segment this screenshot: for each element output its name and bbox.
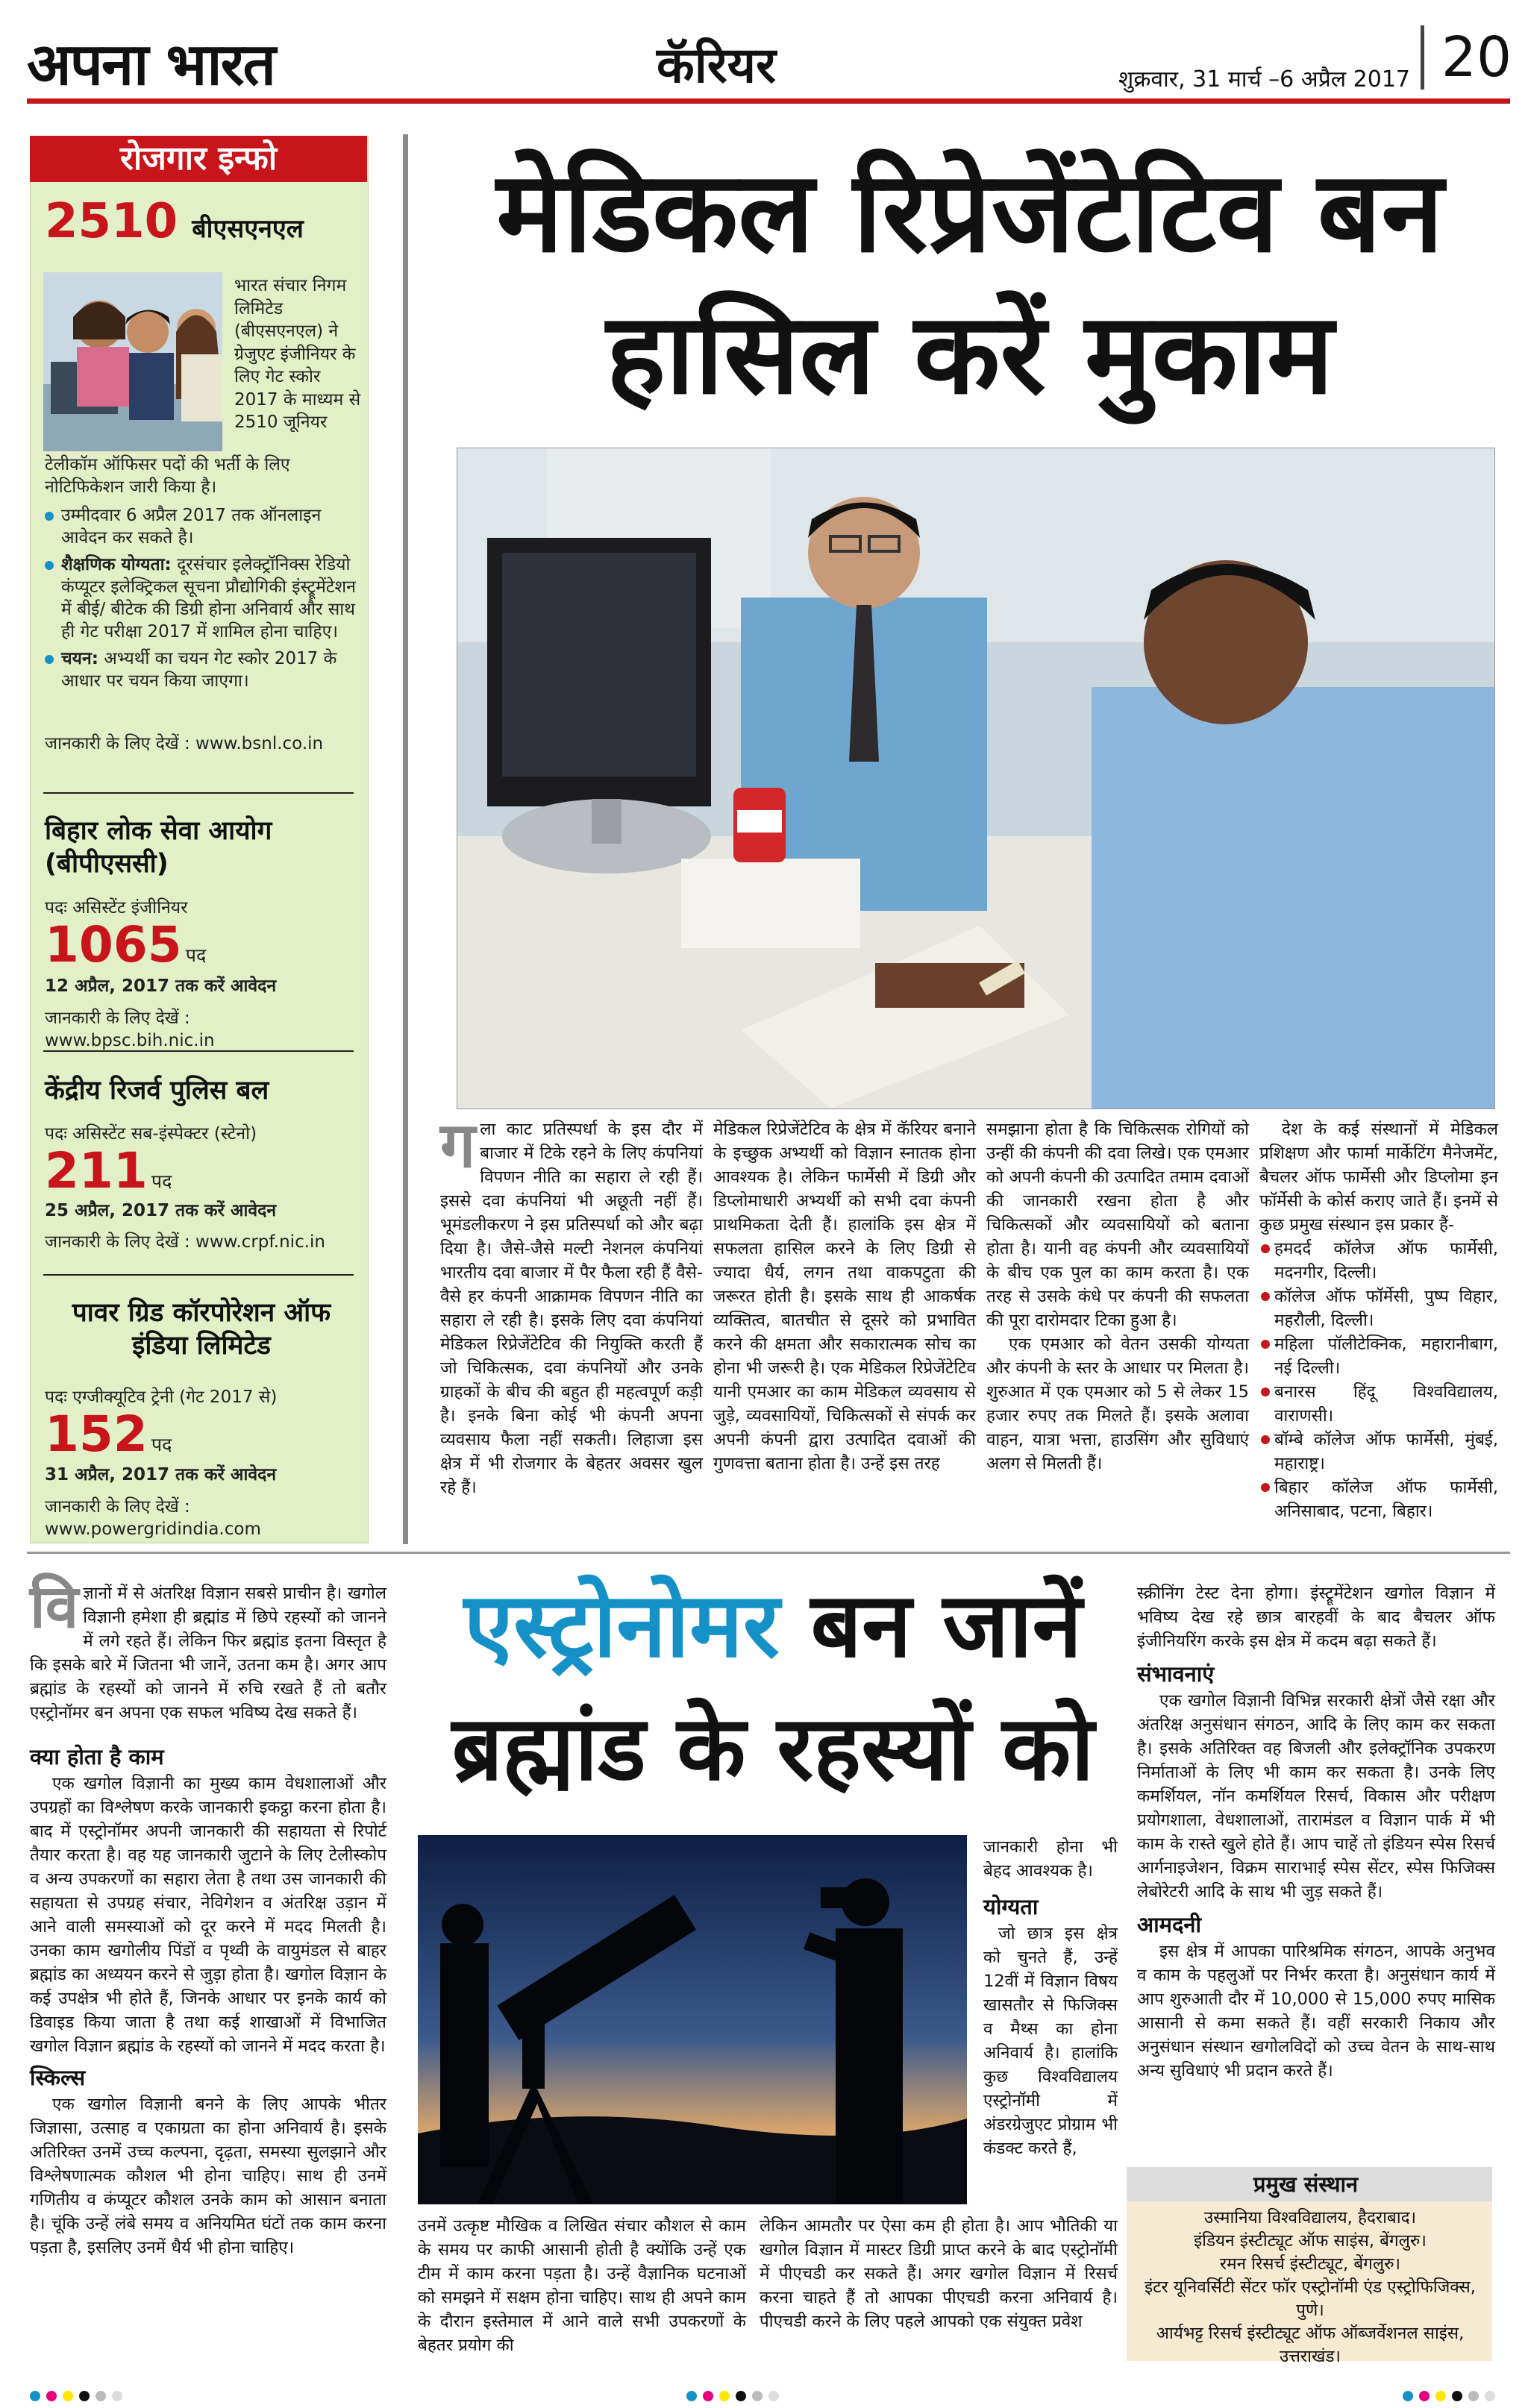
list-item: उस्मानिया विश्वविद्यालय, हैदराबाद। — [1203, 2208, 1417, 2227]
registration-dot — [79, 2391, 90, 2401]
list-item: हमदर्द कॉलेज ऑफ फार्मेसी, मदनगीर, दिल्ली। — [1259, 1237, 1498, 1285]
header-divider — [27, 98, 1510, 104]
bsnl-intro-cont: टेलीकॉम ऑफिसर पदों की भर्ती के लिए नोटिफिकेशन जारी किया है। — [45, 455, 290, 497]
crpf-unit: पद — [151, 1170, 172, 1192]
sidebar-divider — [43, 1050, 354, 1052]
list-item: रमन रिसर्च इंस्टीट्यूट, बेंगलुरु। — [1219, 2254, 1401, 2274]
registration-dot — [768, 2391, 779, 2401]
registration-dot — [1485, 2391, 1495, 2401]
sidebar-divider — [43, 792, 354, 794]
powergrid-unit: पद — [151, 1434, 172, 1455]
masthead-logo: अपना भारत — [27, 31, 275, 98]
powergrid-post: पदः एग्जीक्यूटिव ट्रेनी (गेट 2017 से) — [45, 1388, 278, 1407]
registration-dot — [736, 2391, 746, 2401]
pharma-institutes-list — [1259, 1237, 1498, 1523]
bsnl-intro: भारत संचार निगम लिमिटेड (बीएसएनएल) ने ग्रेजुएट इंजीनियर के लिए गेट स्कोर 2017 के माध्यम से 2510 जूनियर — [234, 276, 361, 432]
article2-right-col: स्क्रीनिंग टेस्ट देना होगा। इंस्ट्रूमेंटेशन खगोल विज्ञान में भविष्य देख रहे छात्र बारहवीं के बाद बैचलर ऑफ इंजीनियरिंग करके इस क्षेत्र में कदम बढ़ा सकते हैं। संभावनाएं एक खगोल विज्ञानी विभिन्न सरकारी क्षेत्रों जैसे रक्षा और अंतरिक्ष अनुसंधान संगठन, आदि के लिए काम कर सकता है। इसके अतिरिक्त वह बिजली और इलेक्ट्रॉनिक उपकरण निर्माताओं के लिए भी काम कर सकता है। उनके लिए कमर्शियल, नॉन कमर्शियल रिसर्च, विकास और परीक्षण प्रयोगशाला, वेधशालाओं, तारामंडल व विज्ञान पार्क में भी काम के रास्ते खुले होते हैं। आप चाहें तो इंडियन स्पेस रिसर्च आर्गनाइजेशन, विक्रम साराभाई स्पेस सेंटर, स्पेस फिजिक्स लेबोरेटरी आदि के साथ भी जुड़ सकते हैं। आमदनी इस क्षेत्र में आपका पारिश्रमिक संगठन, आपके अनुभव व काम के पहलुओं पर निर्भर करता है। अनुसंधान कार्य में आप शुरुआती दौर में 10,000 से 15,000 रुपए मासिक आसानी से कमा सकते हैं। वहीं सरकारी निकाय और अनुसंधान संस्थान खगोलविदों को उच्च वेतन के साथ-साथ अन्य सुविधाएं भी प्रदान करते हैं। — [1137, 1584, 1495, 2081]
list-item: बिहार कॉलेज ऑफ फार्मेसी, अनिसाबाद, पटना, बिहार। — [1259, 1476, 1498, 1523]
bpsc-link[interactable]: जानकारी के लिए देखें : www.bpsc.bih.nic.in — [45, 1009, 215, 1050]
article1-headline-line1: मेडिकल रिप्रेजेंटेटिव बन — [496, 148, 1444, 278]
bsnl-count: 2510 — [45, 194, 178, 249]
registration-dot — [752, 2391, 763, 2401]
registration-dot — [112, 2391, 122, 2401]
crpf-title: केंद्रीय रिजर्व पुलिस बल — [45, 1076, 269, 1106]
list-item: चयन: अभ्यर्थी का चयन गेट स्कोर 2017 के आधार पर चयन किया जाएगा। — [42, 648, 358, 692]
list-item: बॉम्बे कॉलेज ऑफ फार्मेसी, मुंबई, महाराष्ट्र। — [1259, 1428, 1498, 1476]
powergrid-deadline: 31 अप्रैल, 2017 तक करें आवेदन — [45, 1465, 277, 1484]
list-item: बनारस हिंदू विश्वविद्यालय, वाराणसी। — [1259, 1380, 1498, 1428]
registration-dot — [1452, 2391, 1462, 2401]
list-item: इंटर यूनिवर्सिटी सेंटर फॉर एस्ट्रोनॉमी एंड एस्ट्रोफिजिक्स, पुणे। — [1145, 2277, 1476, 2320]
registration-dot — [1468, 2391, 1479, 2401]
powergrid-title: पावर ग्रिड कॉरपोरेशन ऑफ इंडिया लिमिटेड — [72, 1298, 331, 1361]
section-heading: स्किल्स — [30, 2065, 86, 2090]
bpsc-title: बिहार लोक सेवा आयोग (बीपीएससी) — [45, 816, 272, 879]
bsnl-details-list — [42, 504, 358, 697]
section-title: कॅरियर — [657, 37, 777, 94]
article1-col3: समझाना होता है कि चिकित्सक रोगियों को उन्हीं की कंपनी की दवा लिखे। एक एमआर को अपनी कंपनी की उत्पादित तमाम दवाओं की जानकारी रखना होता है और चिकित्सकों और व्यवसायियों को बताना होता है। यानी वह कंपनी और व्यवसायियों के बीच एक पुल का काम करता है। एक तरह से उसके कंधे पर कंपनी की सफलता की पूरा दारोमदार टिका हुआ है। एक एमआर को वेतन उसकी योग्यता और कंपनी के स्तर के आधार पर मिलता है। शुरुआत में एक एमआर को 5 से लेकर 15 हजार रुपए तक मिलते हैं। इसके अलावा वाहन, यात्रा भत्ता, हाउसिंग और सुविधाएं अलग से मिलती हैं। — [986, 1120, 1249, 1473]
bpsc-deadline: 12 अप्रैल, 2017 तक करें आवेदन — [45, 976, 277, 996]
crpf-deadline: 25 अप्रैल, 2017 तक करें आवेदन — [45, 1201, 277, 1220]
list-item: महिला पॉलीटेक्निक, महारानीबाग, नई दिल्ली। — [1259, 1332, 1498, 1380]
bpsc-vacancies — [45, 916, 358, 973]
list-item: उम्मीदवार 6 अप्रैल 2017 तक ऑनलाइन आवेदन कर सकते है। — [42, 504, 358, 549]
article1-col1: गला काट प्रतिस्पर्धा के इस दौर में बाजार में टिके रहने के लिए कंपनियां विपणन नीति का सहारा ले रही हैं। इससे दवा कंपनियां भी अछूती नहीं हैं। भूमंडलीकरण ने इस प्रतिस्पर्धा को और बढ़ा दिया है। जैसे-जैसे मल्टी नेशनल कंपनियां भारतीय दवा बाजार में पैर फैला रही हैं वैसे-वैसे हर कंपनी आक्रामक विपणन नीति का सहारा ले रही है। इसके लिए दवा कंपनियां मेडिकल रिप्रेजेंटेटिव की नियुक्ति करती हैं जो चिकित्सक, दवा कंपनियों और उनके ग्राहकों के बीच की बहुत ही महत्वपूर्ण कड़ी है। इनके बिना कोई भी कंपनी अपना व्यवसाय फैला नहीं सकती। लिहाजा इस क्षेत्र में भी रोजगार के बेहतर अवसर खुल रहे हैं। — [440, 1109, 703, 1497]
registration-dot — [46, 2391, 57, 2401]
article1-headline-line2: हासिल करें मुकाम — [606, 289, 1334, 419]
article2-under-photo-col2: लेकिन आमतौर पर ऐसा कम ही होता है। आप भौतिकी या खगोल विज्ञान में मास्टर डिग्री प्राप्त करने के बाद एस्ट्रोनॉमी में पीएचडी कर सकते हैं। अगर खगोल विज्ञान में रिसर्च करना चाहते हैं तो आपका पीएचडी करना अनिवार्य है। पीएचडी करने के लिए पहले आपको एक संयुक्त प्रवेश — [760, 2216, 1118, 2331]
article2-left-col: क्या होता है काम एक खगोल विज्ञानी का मुख्य काम वेधशालाओं और उपग्रहों का विश्लेषण करके जानकारी इकट्ठा करना होता है। बाद में एस्ट्रोनॉमर अपनी जानकारी की सहायता से रिपोर्ट तैयार करता है। वह यह जानकारी जुटाने के लिए टेलीस्कोप व अन्य उपकरणों का सहारा लेता है तथा उस जानकारी की सहायता से उपग्रह संचार, नेविगेशन व अंतरिक्ष उड़ान में आने वाली समस्याओं को दूर करने में मदद मिलती है। उनका काम खगोलीय पिंडों व पृथ्वी के वायुमंडल से बाहर ब्रह्मांड का अध्ययन करने से जुड़ा होता है। खगोल विज्ञान के कई उपक्षेत्र भी होते हैं, जिनके आधार पर इनके कार्य को डिवाइड किया जाता है तथा कई शाखाओं में विभाजित खगोल विज्ञान ब्रह्मांड के रहस्यों को जानने में मदद करता है। स्किल्स एक खगोल विज्ञानी बनने के लिए आपके भीतर जिज्ञासा, उत्साह व एकाग्रता का होना अनिवार्य है। इसके अतिरिक्त उनमें उच्च कल्पना, दृढ़ता, समस्या सुलझाने और विश्लेषणात्मक कौशल भी होना चाहिए। साथ ही उनमें गणितीय व कंप्यूटर कौशल उनके काम को आसान बनाता है। चूंकि उन्हें लंबे समय व अनियमित घंटों तक काम करना पड़ता है, इसलिए उनमें धैर्य भी होना चाहिए। — [30, 1742, 386, 2260]
registration-dot — [63, 2391, 73, 2401]
section-heading: योग्यता — [983, 1894, 1039, 1919]
registration-dot — [1435, 2391, 1446, 2401]
astronomy-institutes-list — [1131, 2207, 1489, 2368]
sidebar-divider — [43, 1274, 354, 1276]
column-divider — [403, 134, 408, 1544]
registration-dot — [30, 2391, 40, 2401]
dropcap: वि — [30, 1572, 79, 1641]
list-item: शैक्षणिक योग्यता: दूरसंचार इलेक्ट्रॉनिक्स रेडियो कंप्यूटर इलेक्ट्रिकल सूचना प्रौद्योगिकी इंस्ट्रूमेंटेशन में बीई/ बीटेक की डिग्री होना अनिवार्य और साथ ही गेट परीक्षा 2017 में शामिल होना चाहिए। — [42, 554, 358, 643]
page-number: 20 — [1421, 25, 1528, 90]
medical-rep-photo — [457, 448, 1495, 1109]
registration-dot — [1419, 2391, 1430, 2401]
sidebar-title: रोजगार इन्फो — [30, 136, 367, 182]
registration-dot — [1403, 2391, 1413, 2401]
powergrid-vacancies — [45, 1405, 358, 1463]
section-heading: क्या होता है काम — [30, 1744, 164, 1769]
crpf-post: पदः असिस्टेंट सब-इंस्पेक्टर (स्टेनो) — [45, 1124, 257, 1144]
list-item: आर्यभट्ट रिसर्च इंस्टीट्यूट ऑफ ऑब्जर्वेशनल साइंस, उत्तराखंड। — [1156, 2324, 1465, 2366]
crpf-count: 211 — [45, 1142, 148, 1200]
registration-dot — [719, 2391, 730, 2401]
article2-under-photo-col1: उनमें उत्कृष्ट मौखिक व लिखित संचार कौशल से काम के समय पर काफी आसानी होती है क्योंकि उन्हें एक टीम में काम करना पड़ता है। उन्हें वैज्ञानिक घटनाओं को समझने में सक्षम होना चाहिए। साथ ही अपने काम के दौरान इस्तेमाल में आने वाले सभी उपकरणों के बेहतर प्रयोग की — [418, 2216, 746, 2355]
institutes-title: प्रमुख संस्थान — [1127, 2167, 1492, 2201]
section-heading: संभावनाएं — [1137, 1661, 1215, 1687]
article2-intro: विज्ञानों में से अंतरिक्ष विज्ञान सबसे प्राचीन है। खगोल विज्ञानी हमेशा ही ब्रह्मांड में छिपे रहस्यों को जानने में लगे रहते हैं। लेकिन फिर ब्रह्मांड इतना विस्तृत है कि इसके बारे में जितना भी जानें, उतना कम है। अगर आप ब्रह्मांड के रहस्यों को जानने में रुचि रखते हैं तो बतौर एस्ट्रोनॉमर बन अपना एक सफल भविष्य देख सकते हैं। — [30, 1572, 386, 1722]
section-divider — [27, 1552, 1510, 1554]
astronomer-telescope-photo — [418, 1835, 967, 2204]
list-item: कॉलेज ऑफ फॉर्मेसी, पुष्प विहार, महरौली, दिल्ली। — [1259, 1285, 1498, 1332]
bpsc-unit: पद — [185, 944, 207, 966]
powergrid-count: 152 — [45, 1405, 148, 1463]
section-heading: आमदनी — [1137, 1912, 1201, 1937]
registration-dot — [703, 2391, 713, 2401]
crpf-link[interactable]: जानकारी के लिए देखें : www.crpf.nic.in — [45, 1232, 325, 1252]
article2-headline-line1: एस्ट्रोनोमर बन जानें — [463, 1574, 1083, 1678]
registration-dot — [96, 2391, 106, 2401]
dropcap: ग — [440, 1109, 476, 1182]
article2-side-col: जानकारी होना भी बेहद आवश्यक है। योग्यता जो छात्र इस क्षेत्र को चुनते हैं, उन्हें 12वीं में विज्ञान विषय खासतौर से फिजिक्स व मैथ्स का होना अनिवार्य है। हालांकि कुछ विश्वविद्यालय एस्ट्रोनॉमी में अंडरग्रेजुएट प्रोग्राम भी कंडक्ट करते हैं, — [983, 1837, 1118, 2158]
bpsc-count: 1065 — [45, 916, 182, 973]
bpsc-post: पदः असिस्टेंट इंजीनियर — [45, 898, 188, 918]
article1-col2: मेडिकल रिप्रेजेंटेटिव के क्षेत्र में कॅरियर बनाने के इच्छुक अभ्यर्थी को विज्ञान स्नातक होना आवश्यक है। लेकिन फार्मेसी में डिग्री और डिप्लोमाधारी अभ्यर्थी को सभी दवा कंपनी प्राथमिकता देती हैं। हालांकि इस क्षेत्र में सफलता हासिल करने के लिए डिग्री से ज्यादा धैर्य, लगन तथा वाकपटुता की जरूरत होती है। इसके साथ ही आकर्षक व्यक्तित्व, बातचीत से दूसरे को प्रभावित करने की क्षमता और सकारात्मक सोच का होना भी जरूरी है। एक मेडिकल रिप्रेजेंटेटिव यानी एमआर का काम मेडिकल व्यवसाय से जुड़े, व्यवसायियों, चिकित्सकों से संपर्क कर अपनी कंपनी द्वारा उत्पादित दवाओं की गुणवत्ता बताना होता है। उन्हें इस तरह — [713, 1120, 977, 1473]
registration-dot — [686, 2391, 697, 2401]
bsnl-org: बीएसएनएल — [192, 214, 304, 244]
bsnl-link[interactable]: जानकारी के लिए देखें : www.bsnl.co.in — [45, 734, 324, 753]
powergrid-link[interactable]: जानकारी के लिए देखें : www.powergridindia.com — [45, 1497, 261, 1539]
article1-col4: देश के कई संस्थानों में मेडिकल प्रशिक्षण और फार्मा मार्केटिंग मैनेजमेंट, बैचलर ऑफ फार्मेसी और डिप्लोमा इन फॉर्मेसी के कोर्स कराए जाते हैं। इनमें से कुछ प्रमुख संस्थान इस प्रकार हैं- हमदर्द कॉलेज ऑफ फार्मेसी, मदनगीर, दिल्ली। कॉलेज ऑफ फॉर्मेसी, पुष्प विहार, महरौली, दिल्ली। महिला पॉलीटेक्निक, महारानीबाग, नई दिल्ली। बनारस हिंदू विश्वविद्यालय, वाराणसी। बॉम्बे कॉलेज ऑफ फार्मेसी, मुंबई, महाराष्ट्र। बिहार कॉलेज ऑफ फार्मेसी, अनिसाबाद, पटना, बिहार। — [1259, 1117, 1498, 1523]
article2-headline-line2: ब्रह्मांड के रहस्यों को — [451, 1697, 1095, 1801]
dateline: शुक्रवार, 31 मार्च –6 अप्रैल 2017 — [1118, 66, 1410, 93]
bsnl-block — [45, 195, 358, 248]
crpf-vacancies — [45, 1142, 358, 1200]
bsnl-photo — [43, 272, 222, 451]
list-item: इंडियन इंस्टीट्यूट ऑफ साइंस, बेंगलुरु। — [1194, 2231, 1427, 2251]
